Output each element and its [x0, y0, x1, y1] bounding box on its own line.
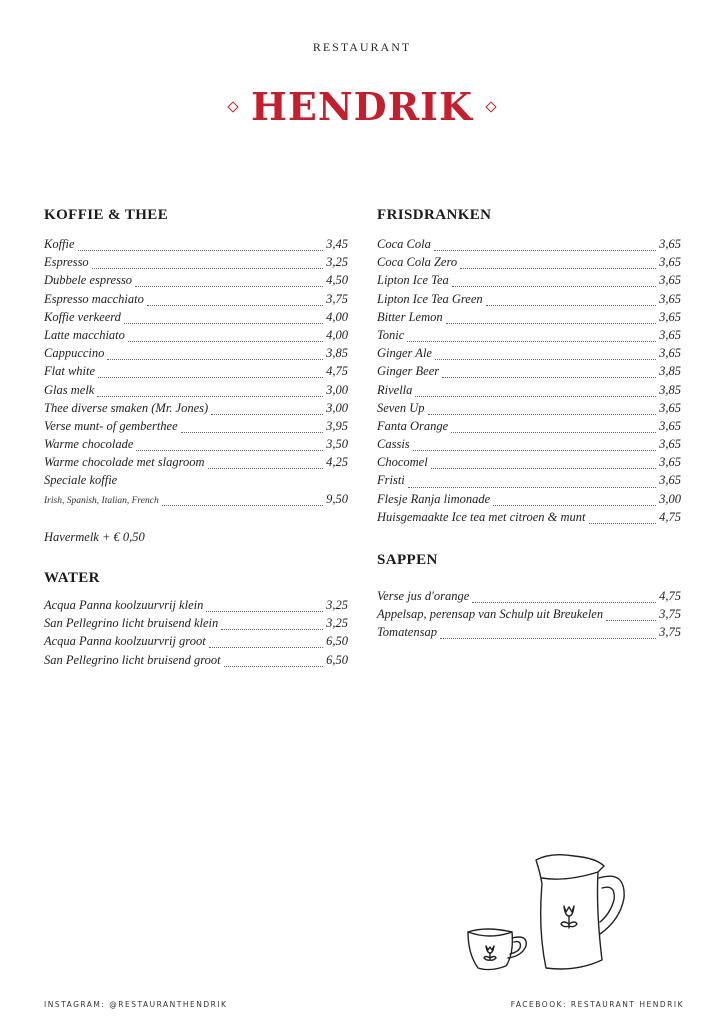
- menu-item-price: 4,00: [326, 327, 348, 342]
- menu-item-name: Rivella: [377, 382, 413, 397]
- menu-item: [44, 346, 348, 364]
- menu-item: [44, 383, 348, 401]
- dot-leader: [431, 467, 656, 469]
- dot-leader: [460, 267, 656, 269]
- menu-item-price: 3,75: [659, 607, 681, 622]
- menu-item-name: Ginger Ale: [377, 346, 432, 361]
- diamond-ornament-icon: [485, 101, 496, 112]
- dot-leader: [446, 322, 657, 324]
- footer-facebook[interactable]: FACEBOOK: RESTAURANT HENDRIK: [510, 1000, 684, 1009]
- menu-item-price: 3,65: [659, 237, 681, 251]
- menu-item-name: Thee diverse smaken (Mr. Jones): [44, 400, 209, 415]
- dot-leader: [92, 267, 323, 269]
- menu-item-subtext: Irish, Spanish, Italian, French: [44, 495, 159, 506]
- menu-item-name: Acqua Panna koolzuurvrij klein: [44, 598, 204, 612]
- menu-item-name: Coca Cola: [377, 237, 431, 251]
- menu-item: [44, 292, 348, 310]
- menu-item-price: 3,65: [659, 255, 681, 270]
- menu-item-name: Koffie verkeerd: [44, 309, 121, 324]
- menu-item-name: Speciale koffie: [44, 473, 118, 488]
- menu-item-name: Verse jus d'orange: [377, 589, 470, 603]
- dot-leader: [206, 610, 323, 612]
- brand-row: [0, 82, 724, 132]
- menu-item: [377, 255, 681, 273]
- menu-item-name: San Pellegrino licht bruisend groot: [44, 652, 221, 667]
- menu-item-price: 3,75: [659, 625, 681, 640]
- menu-item-price: 3,00: [659, 491, 681, 506]
- menu-item-price: 4,25: [326, 455, 348, 470]
- menu-item-name: Espresso: [44, 255, 89, 270]
- menu-item-name: Coca Cola Zero: [377, 255, 458, 270]
- menu-item: [377, 492, 681, 510]
- menu-item-name: Warme chocolade met slagroom: [44, 455, 205, 470]
- menu-item-name: Flat white: [44, 364, 96, 379]
- menu-item-name: Cassis: [377, 437, 410, 452]
- restaurant-label: RESTAURANT: [312, 40, 412, 54]
- menu-item: [44, 437, 348, 455]
- menu-item: [44, 419, 348, 437]
- menu-item: [377, 607, 681, 625]
- menu-item-price: 6,50: [326, 634, 348, 649]
- dot-leader: [107, 358, 323, 360]
- menu-item-price: 3,65: [659, 400, 681, 415]
- menu-item-name: Chocomel: [377, 455, 428, 470]
- menu-item-name: Acqua Panna koolzuurvrij groot: [44, 634, 206, 649]
- menu-item-name: Seven Up: [377, 400, 425, 415]
- menu-item-price: 4,50: [326, 273, 348, 288]
- menu-item-price: 3,45: [326, 237, 348, 251]
- havermelk-note: Havermelk + € 0,50: [44, 530, 145, 544]
- sappen-list: [377, 589, 681, 644]
- menu-item: [377, 589, 681, 607]
- menu-item-price: 3,65: [659, 327, 681, 342]
- dot-leader: [224, 665, 324, 667]
- menu-item-price: 3,65: [659, 291, 681, 306]
- menu-item-price: 3,85: [326, 346, 348, 361]
- menu-item-name: Koffie: [44, 237, 75, 251]
- menu-item: [44, 328, 348, 346]
- cup-outline: [468, 929, 512, 970]
- diamond-ornament-icon: [227, 101, 238, 112]
- section-title-sappen: SAPPEN: [377, 552, 438, 568]
- menu-item-name: Huisgemaakte Ice tea met citroen & munt: [377, 509, 586, 524]
- menu-item: [377, 364, 681, 382]
- menu-item-price: 4,75: [659, 589, 681, 603]
- menu-item-name: Espresso macchiato: [44, 291, 144, 306]
- jug-outline: [536, 855, 604, 969]
- menu-item-speciale-koffie: [44, 473, 348, 491]
- menu-item-price: 3,65: [659, 273, 681, 288]
- menu-item: [377, 401, 681, 419]
- dot-leader: [98, 376, 323, 378]
- jug-rim: [542, 872, 598, 879]
- menu-item-name: Verse munt- of gemberthee: [44, 418, 178, 433]
- dot-leader: [435, 358, 656, 360]
- menu-item-price: 4,75: [659, 509, 681, 524]
- menu-item-name: Glas melk: [44, 382, 95, 397]
- menu-item-name: Dubbele espresso: [44, 273, 133, 288]
- dot-leader: [97, 395, 323, 397]
- tulip-icon: [564, 906, 574, 916]
- menu-item: [377, 383, 681, 401]
- dot-leader: [413, 449, 656, 451]
- section-title-frisdranken: FRISDRANKEN: [377, 207, 492, 223]
- menu-item-name: Warme chocolade: [44, 437, 134, 452]
- dot-leader: [128, 340, 323, 342]
- menu-item-price: 3,25: [326, 598, 348, 612]
- koffie-list: [44, 237, 348, 510]
- menu-item: [377, 437, 681, 455]
- menu-item-price: 4,00: [326, 309, 348, 324]
- dot-leader: [493, 504, 656, 506]
- menu-item: [377, 419, 681, 437]
- menu-item: [377, 273, 681, 291]
- menu-item-speciale-varieties: [44, 492, 348, 510]
- dot-leader: [162, 504, 323, 506]
- menu-item: [44, 310, 348, 328]
- dot-leader: [221, 628, 323, 630]
- menu-item-price: 3,65: [659, 455, 681, 470]
- dot-leader: [124, 322, 323, 324]
- dot-leader: [442, 376, 656, 378]
- menu-item-name: Fristi: [377, 473, 405, 488]
- menu-item-price: 3,85: [659, 364, 681, 379]
- dot-leader: [211, 413, 323, 415]
- brand-title: HENDRIK: [251, 84, 473, 129]
- water-list: [44, 598, 348, 671]
- footer-instagram[interactable]: INSTAGRAM: @RESTAURANTHENDRIK: [44, 1000, 228, 1009]
- dot-leader: [209, 646, 323, 648]
- menu-item-price: 9,50: [326, 491, 348, 506]
- dot-leader: [472, 601, 656, 603]
- menu-item: [44, 401, 348, 419]
- menu-item: [377, 237, 681, 255]
- dot-leader: [452, 285, 656, 287]
- dot-leader: [408, 486, 656, 488]
- menu-item-name: Cappuccino: [44, 346, 105, 361]
- menu-item: [44, 653, 348, 671]
- jug-and-cup-illustration: [456, 850, 636, 980]
- menu-item: [377, 310, 681, 328]
- menu-item-price: 3,25: [326, 255, 348, 270]
- menu-item: [44, 273, 348, 291]
- menu-item: [377, 473, 681, 491]
- menu-item-name: Tonic: [377, 327, 405, 342]
- menu-item-price: 3,65: [659, 346, 681, 361]
- menu-item-name: Lipton Ice Tea: [377, 273, 449, 288]
- menu-item-price: 3,65: [659, 437, 681, 452]
- menu-item: [377, 455, 681, 473]
- menu-item-price: 3,95: [326, 418, 348, 433]
- dot-leader: [407, 340, 656, 342]
- menu-item-price: 3,65: [659, 309, 681, 324]
- menu-item-name: Flesje Ranja limonade: [377, 491, 491, 506]
- menu-item-price: 4,75: [326, 364, 348, 379]
- menu-item-name: Lipton Ice Tea Green: [377, 291, 483, 306]
- menu-item-name: Bitter Lemon: [377, 309, 443, 324]
- menu-item-price: 3,00: [326, 400, 348, 415]
- dot-leader: [147, 304, 323, 306]
- menu-item-price: 3,50: [326, 437, 348, 452]
- dot-leader: [78, 249, 324, 251]
- menu-item-price: 3,00: [326, 382, 348, 397]
- dot-leader: [136, 449, 323, 451]
- menu-item: [377, 328, 681, 346]
- menu-item: [44, 634, 348, 652]
- dot-leader: [606, 619, 656, 621]
- tulip-icon: [486, 946, 494, 953]
- menu-item: [44, 616, 348, 634]
- menu-item-name: Latte macchiato: [44, 327, 125, 342]
- menu-item: [377, 510, 681, 528]
- menu-item: [377, 292, 681, 310]
- menu-item-price: 3,65: [659, 418, 681, 433]
- dot-leader: [135, 285, 323, 287]
- dot-leader: [589, 522, 657, 524]
- dot-leader: [440, 637, 656, 639]
- menu-item-name: Tomatensap: [377, 625, 437, 640]
- menu-item-price: 6,50: [326, 652, 348, 667]
- dot-leader: [451, 431, 656, 433]
- menu-item-price: 3,65: [659, 473, 681, 488]
- menu-item: [44, 598, 348, 616]
- menu-item: [377, 346, 681, 364]
- dot-leader: [486, 304, 656, 306]
- header: [0, 40, 724, 55]
- menu-item-price: 3,85: [659, 382, 681, 397]
- menu-item: [44, 237, 348, 255]
- menu-item-name: Appelsap, perensap van Schulp uit Breukelen: [377, 607, 604, 622]
- menu-item-name: Fanta Orange: [377, 418, 449, 433]
- menu-item: [44, 364, 348, 382]
- menu-item: [44, 455, 348, 473]
- menu-item-price: 3,25: [326, 616, 348, 631]
- dot-leader: [434, 249, 656, 251]
- section-title-water: WATER: [44, 570, 100, 586]
- menu-item-name: Ginger Beer: [377, 364, 440, 379]
- menu-item-price: 3,75: [326, 291, 348, 306]
- dot-leader: [415, 395, 656, 397]
- dot-leader: [428, 413, 657, 415]
- dot-leader: [181, 431, 323, 433]
- menu-item-name: San Pellegrino licht bruisend klein: [44, 616, 219, 631]
- menu-item: [44, 255, 348, 273]
- frisdranken-list: [377, 237, 681, 528]
- section-title-koffie: KOFFIE & THEE: [44, 207, 169, 223]
- menu-item: [377, 625, 681, 643]
- dot-leader: [208, 467, 324, 469]
